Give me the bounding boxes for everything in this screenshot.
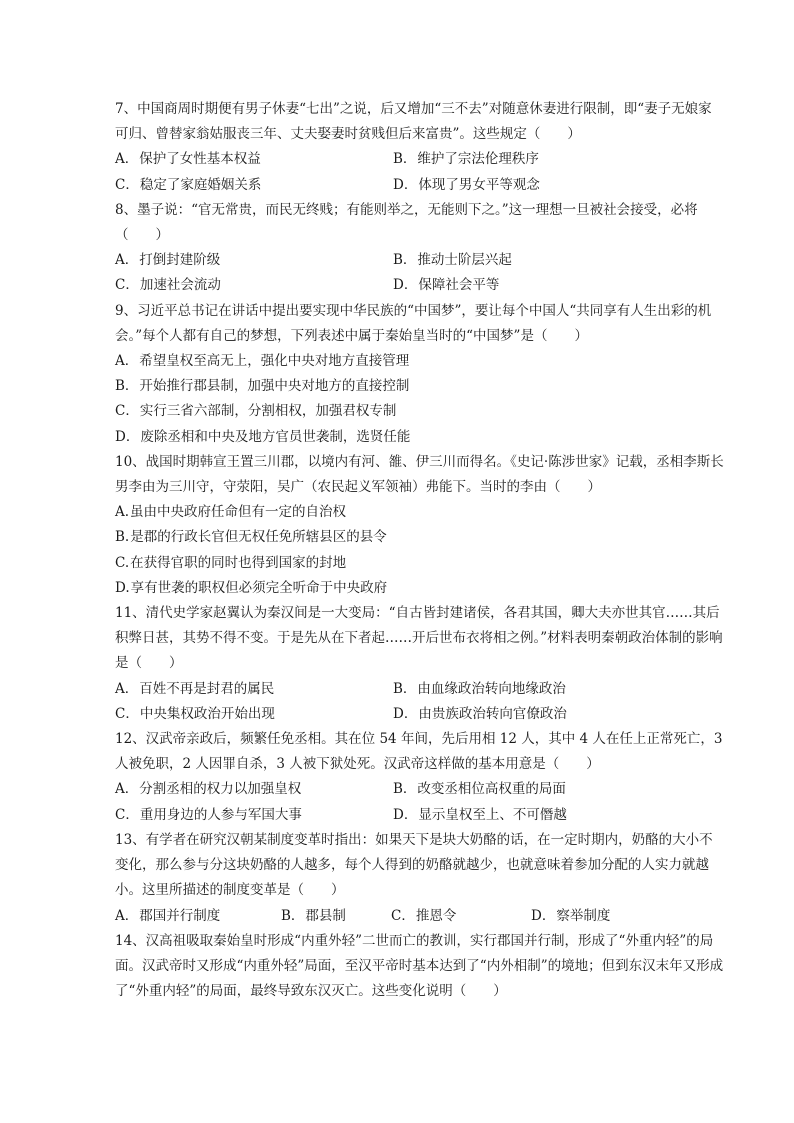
option-text: 察举制度 [556, 907, 611, 924]
option-a [115, 777, 393, 802]
option-c [115, 551, 724, 576]
option-a [115, 677, 393, 702]
option-d [393, 702, 724, 727]
option-letter: C． [115, 277, 139, 294]
option-letter: C． [115, 806, 139, 823]
option-b [393, 777, 724, 802]
option-letter: B． [115, 378, 139, 395]
option-text: 郡国并行制度 [139, 907, 221, 924]
option-letter: D． [393, 176, 418, 193]
option-letter: A． [115, 907, 139, 924]
option-letter: C． [115, 403, 139, 420]
question-stem: 11、清代史学家赵翼认为秦汉间是一大变局：“自古皆封建诸侯，各君其国，卿大夫亦世其官……其后积弊日甚，其势不得不变。于是先从在下者起……开后世布衣将相之例。”材料表明秦朝政治体制的影响是（ ） [115, 605, 723, 672]
option-text: 分割丞相的权力以加强皇权 [139, 781, 302, 798]
question-12 [115, 727, 724, 828]
option-b [393, 248, 724, 273]
option-letter: A. [115, 504, 130, 521]
option-a [115, 147, 393, 172]
option-c [115, 702, 393, 727]
option-letter: A． [115, 353, 139, 370]
option-text: 虽由中央政府任命但有一定的自治权 [130, 504, 347, 521]
option-d [115, 425, 724, 450]
option-letter: D． [115, 428, 140, 445]
options-list [115, 349, 724, 450]
option-d [115, 576, 724, 601]
option-text: 推恩令 [415, 907, 457, 924]
option-text: 郡县制 [305, 907, 346, 924]
option-c [115, 273, 393, 298]
option-text: 由血缘政治转向地缘政治 [417, 680, 566, 697]
option-text: 保护了女性基本权益 [139, 151, 261, 168]
question-9 [115, 299, 724, 450]
question-8 [115, 198, 724, 299]
question-10 [115, 450, 724, 601]
option-text: 重用身边的人参与军国大事 [139, 806, 302, 823]
question-stem: 13、有学者在研究汉朝某制度变革时指出：如果天下是块大奶酪的话，在一定时期内，奶酪的大小不变化，那么参与分这块奶酪的人越多，每个人得到的奶酪就越少，也就意味着参加分配的人实力就越小。这里所描述的制度变革是（ ） [115, 831, 713, 899]
question-stem: 9、习近平总书记在讲话中提出要实现中华民族的“中国梦”，要让每个中国人“共同享有人生出彩的机会。”每个人都有自己的梦想，下列表述中属于秦始皇当时的“中国梦”是（ ） [115, 302, 712, 344]
question-14 [115, 929, 724, 1005]
option-letter: B． [281, 907, 305, 924]
question-stem: 10、战国时期韩宣王置三川郡，以境内有河、雒、伊三川而得名。《史记·陈涉世家》记载，丞相李斯长男李由为三川守，守荥阳，吴广（农民起义军领袖）弗能下。当时的李由（ ） [115, 453, 724, 496]
option-c [115, 173, 393, 198]
option-c [115, 399, 724, 424]
option-a [115, 500, 724, 525]
option-text: 实行三省六部制，分割相权，加强君权专制 [139, 403, 397, 420]
options-row [115, 904, 724, 929]
option-letter: C． [115, 705, 139, 722]
option-letter: D. [115, 579, 130, 596]
question-stem: 12、汉武帝亲政后，频繁任免丞相。其在位 54 年间，先后用相 12 人，其中 4 人在任上正常死亡，3 人被免职，2 人因罪自杀，3 人被下狱处死。汉武帝这样做的基本用意是（ ） [115, 731, 723, 773]
option-text: 改变丞相位高权重的局面 [417, 781, 566, 798]
option-a [115, 904, 281, 929]
option-letter: D． [531, 907, 556, 924]
option-text: 享有世袭的职权但必须完全听命于中央政府 [130, 579, 388, 596]
option-letter: C． [115, 176, 139, 193]
option-text: 打倒封建阶级 [139, 252, 221, 269]
option-text: 中央集权政治开始出现 [139, 705, 275, 722]
options-grid [115, 147, 724, 197]
options-list [115, 500, 724, 601]
option-d [393, 803, 724, 828]
option-text: 维护了宗法伦理秩序 [417, 151, 539, 168]
question-13 [115, 828, 724, 929]
option-text: 保障社会平等 [418, 277, 500, 294]
option-letter: B． [393, 781, 417, 798]
option-b [393, 147, 724, 172]
option-d [531, 904, 724, 929]
option-text: 体现了男女平等观念 [418, 176, 540, 193]
option-c [115, 803, 393, 828]
option-b [281, 904, 391, 929]
options-grid [115, 777, 724, 827]
option-text: 由贵族政治转向官僚政治 [418, 705, 567, 722]
option-d [393, 173, 724, 198]
option-b [115, 374, 724, 399]
option-text: 推动士阶层兴起 [417, 252, 512, 269]
question-11 [115, 601, 724, 727]
option-letter: C. [115, 554, 130, 571]
option-letter: B． [393, 252, 417, 269]
option-text: 在获得官职的同时也得到国家的封地 [130, 554, 347, 571]
option-c [391, 904, 531, 929]
option-text: 百姓不再是封君的属民 [139, 680, 275, 697]
question-stem: 14、汉高祖吸取秦始皇时形成“内重外轻”二世而亡的教训，实行郡国并行制，形成了“外重内轻”的局面。汉武帝时又形成“内重外轻”局面，至汉平帝时基本达到了“内外相制”的境地；但到东汉末年又形成了“外重内轻”的局面，最终导致东汉灭亡。这些变化说明（ ） [115, 932, 724, 1000]
option-letter: D． [393, 277, 418, 294]
option-d [393, 273, 724, 298]
option-b [393, 677, 724, 702]
options-grid [115, 677, 724, 727]
option-letter: B． [393, 151, 417, 168]
question-stem: 8、墨子说：“官无常贵，而民无终贱；有能则举之，无能则下之。”这一理想一旦被社会接受，必将（ ） [115, 201, 698, 244]
option-b [115, 525, 724, 550]
option-a [115, 349, 724, 374]
option-letter: D． [393, 705, 418, 722]
option-text: 显示皇权至上、不可僭越 [418, 806, 567, 823]
option-a [115, 248, 393, 273]
option-text: 是郡的行政长官但无权任免所辖县区的县令 [130, 529, 387, 546]
option-letter: C． [391, 907, 415, 924]
options-grid [115, 248, 724, 298]
option-text: 希望皇权至高无上，强化中央对地方直接管理 [139, 353, 410, 370]
option-letter: A． [115, 252, 139, 269]
option-letter: A． [115, 680, 139, 697]
option-letter: B. [115, 529, 130, 546]
option-letter: A． [115, 781, 139, 798]
option-letter: D． [393, 806, 418, 823]
option-text: 加速社会流动 [139, 277, 221, 294]
option-text: 开始推行郡县制，加强中央对地方的直接控制 [139, 378, 410, 395]
question-stem: 7、中国商周时期便有男子休妻“七出”之说，后又增加“三不去”对随意休妻进行限制，即“妻子无娘家可归、曾替家翁姑服丧三年、丈夫娶妻时贫贱但后来富贵”。这些规定（ ） [115, 101, 712, 143]
option-text: 废除丞相和中央及地方官员世袭制，选贤任能 [140, 428, 411, 445]
option-text: 稳定了家庭婚姻关系 [139, 176, 262, 193]
option-letter: A． [115, 151, 139, 168]
question-7 [115, 97, 724, 198]
option-letter: B． [393, 680, 417, 697]
